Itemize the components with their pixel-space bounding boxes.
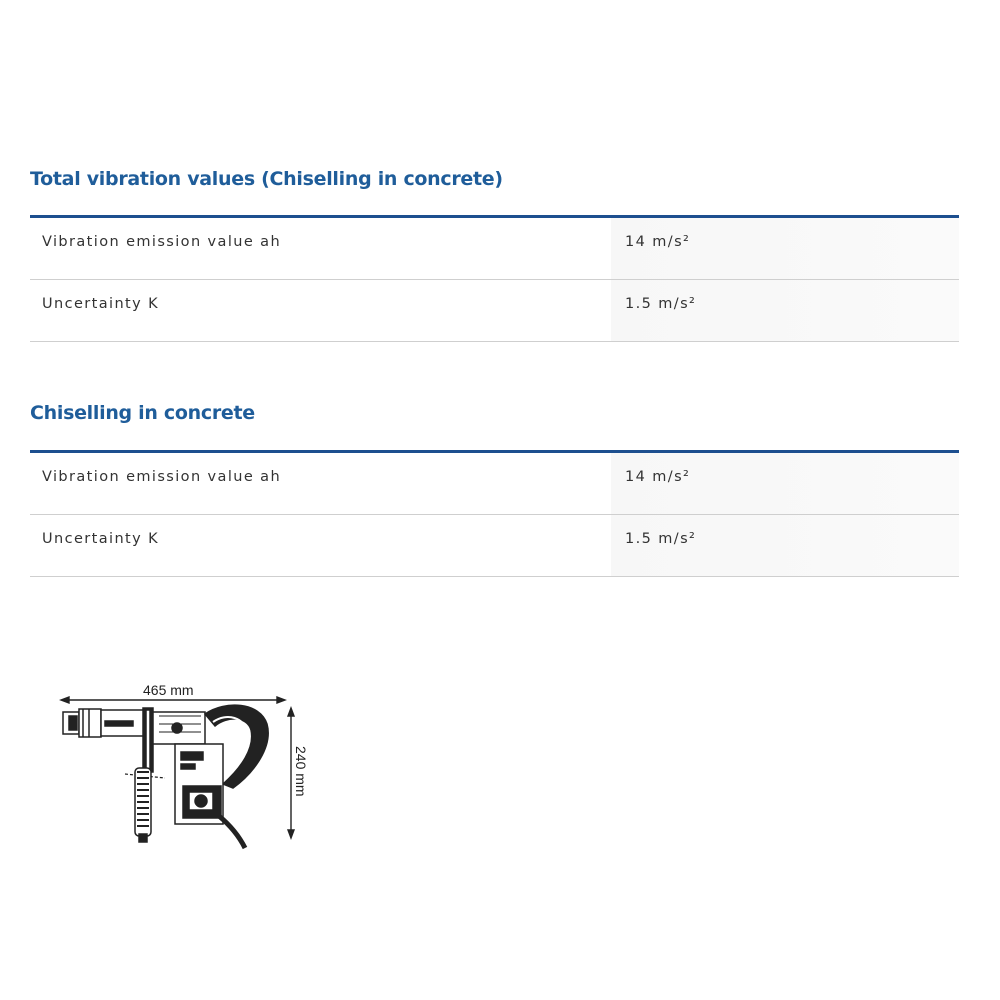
spec-label: Uncertainty K bbox=[42, 531, 160, 547]
tool-dimension-drawing bbox=[55, 676, 315, 852]
table-row bbox=[30, 280, 959, 342]
spec-value: 1.5 m/s² bbox=[625, 531, 697, 547]
length-dimension-label: 465 mm bbox=[143, 682, 194, 698]
spec-label: Vibration emission value ah bbox=[42, 234, 282, 250]
spec-value: 14 m/s² bbox=[625, 234, 691, 250]
table-row bbox=[30, 218, 959, 280]
section-title: Total vibration values (Chiselling in concrete) bbox=[30, 168, 503, 190]
spec-label: Uncertainty K bbox=[42, 296, 160, 312]
height-dimension-label: 240 mm bbox=[293, 746, 309, 797]
table-row bbox=[30, 515, 959, 577]
section-chiselling bbox=[30, 398, 959, 547]
spec-table bbox=[30, 215, 959, 342]
table-row bbox=[30, 453, 959, 515]
spec-value: 1.5 m/s² bbox=[625, 296, 697, 312]
section-total-vibration bbox=[30, 164, 959, 312]
spec-value: 14 m/s² bbox=[625, 469, 691, 485]
section-title: Chiselling in concrete bbox=[30, 402, 255, 424]
demolition-hammer-drawing bbox=[55, 676, 315, 852]
spec-label: Vibration emission value ah bbox=[42, 469, 282, 485]
hammer-body bbox=[63, 705, 268, 848]
spec-table bbox=[30, 450, 959, 577]
